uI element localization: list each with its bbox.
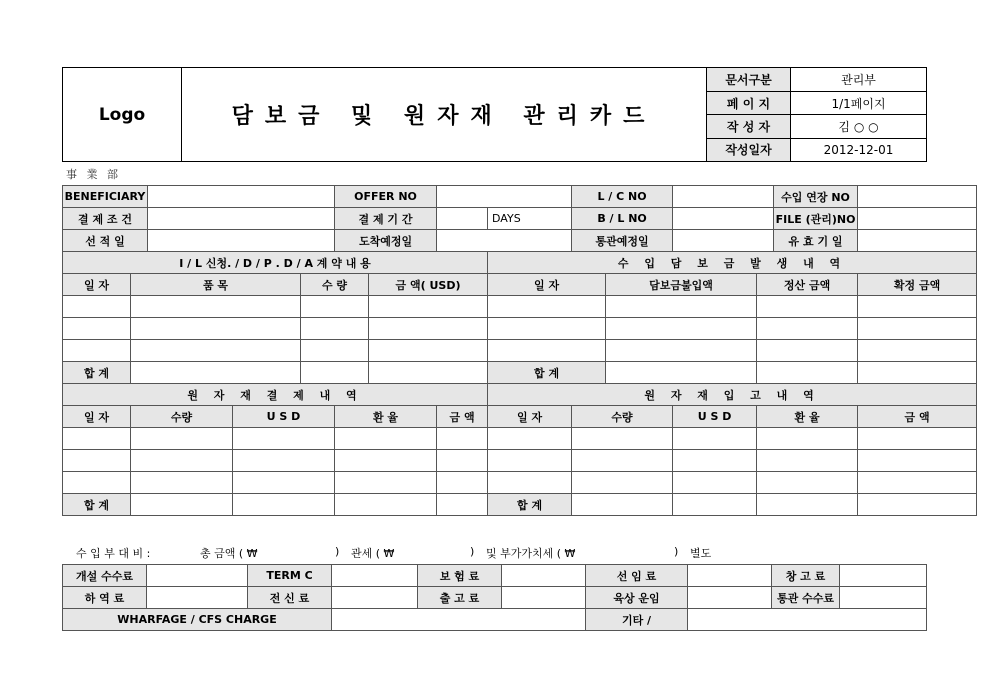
payment-col-date: 일 자 [63,406,131,428]
deposit-total-label: 합 계 [488,362,606,384]
meta-label-doc-type: 문서구분 [707,68,791,92]
field-customs-fee[interactable] [840,587,927,609]
receipt-col-rate: 환 율 [757,406,858,428]
table-cell[interactable] [233,450,335,472]
table-cell[interactable] [673,472,757,494]
days-unit: DAYS [488,208,572,230]
label-offer-no: OFFER NO [335,186,437,208]
deposit-col-settled: 정산 금액 [757,274,858,296]
label-freight: 선 임 료 [586,565,688,587]
label-valid-date: 유 효 기 일 [774,230,858,252]
table-cell[interactable] [131,340,301,362]
field-bl-no[interactable] [673,208,774,230]
label-shipping-date: 선 적 일 [63,230,148,252]
table-cell[interactable] [488,428,572,450]
table-cell[interactable] [301,296,369,318]
contract-total-label: 합 계 [63,362,131,384]
meta-value-doc-type[interactable]: 관리부 [791,68,927,92]
field-import-ext-no[interactable] [858,186,977,208]
department-label: 事 業 部 [66,168,121,181]
summary-separate: 별도 [690,547,712,560]
payment-col-amount: 금 액 [437,406,488,428]
table-cell[interactable] [63,318,131,340]
field-opening-fee[interactable] [147,565,248,587]
field-arrival-date[interactable] [437,230,572,252]
receipt-col-qty: 수량 [572,406,673,428]
deposit-col-paid: 담보금불입액 [606,274,757,296]
meta-label-author: 작 성 자 [707,115,791,138]
field-payment-terms[interactable] [148,208,335,230]
table-cell[interactable] [233,472,335,494]
page-title: 담보금 및 원자재 관리카드 [182,68,707,162]
field-land-transport[interactable] [688,587,772,609]
label-beneficiary: BENEFICIARY [63,186,148,208]
table-cell[interactable] [488,296,606,318]
logo: Logo [63,68,182,162]
summary-tariff: 관세 ( ₩ [351,547,395,560]
table-cell[interactable] [63,472,131,494]
payment-col-rate: 환 율 [335,406,437,428]
label-customs-date: 통관예정일 [572,230,673,252]
label-other: 기타 / [586,609,688,631]
label-bl-no: B / L NO [572,208,673,230]
field-valid-date[interactable] [858,230,977,252]
table-cell[interactable] [131,428,233,450]
payment-col-usd: U S D [233,406,335,428]
deposit-section-title: 수 입 담 보 금 발 생 내 역 [488,252,977,274]
table-row [63,450,977,472]
table-cell[interactable] [233,428,335,450]
table-row [63,318,977,340]
table-cell[interactable] [757,428,858,450]
field-shipping-date[interactable] [148,230,335,252]
table-cell[interactable] [301,318,369,340]
table-cell[interactable] [858,318,977,340]
table-cell[interactable] [131,296,301,318]
field-offer-no[interactable] [437,186,572,208]
contract-col-date: 일 자 [63,274,131,296]
receipt-col-date: 일 자 [488,406,572,428]
table-cell[interactable] [858,296,977,318]
field-unloading[interactable] [147,587,248,609]
table-cell[interactable] [673,494,757,516]
table-cell[interactable] [488,472,572,494]
table-cell[interactable] [757,340,858,362]
receipt-total-label: 합 계 [488,494,572,516]
table-cell[interactable] [488,318,606,340]
table-cell[interactable] [606,296,757,318]
label-delivery: 출 고 료 [418,587,502,609]
contract-section-title: I / L 신청. / D / P . D / A 계 약 내 용 [63,252,488,274]
label-lc-no: L / C NO [572,186,673,208]
contract-col-qty: 수 량 [301,274,369,296]
label-payment-terms: 결 제 조 건 [63,208,148,230]
table-cell[interactable] [335,472,437,494]
deposit-col-date: 일 자 [488,274,606,296]
table-cell[interactable] [858,362,977,384]
table-cell[interactable] [335,428,437,450]
table-cell[interactable] [63,296,131,318]
table-cell[interactable] [757,362,858,384]
table-cell[interactable] [572,472,673,494]
table-cell[interactable] [488,340,606,362]
payment-total-label: 합 계 [63,494,131,516]
field-delivery[interactable] [502,587,586,609]
label-telegram: 전 신 료 [248,587,332,609]
field-wharfage[interactable] [332,609,586,631]
field-insurance[interactable] [502,565,586,587]
table-cell[interactable] [437,450,488,472]
field-customs-date[interactable] [673,230,774,252]
table-cell[interactable] [437,472,488,494]
table-cell[interactable] [606,340,757,362]
table-cell[interactable] [131,472,233,494]
table-cell[interactable] [131,362,301,384]
table-cell[interactable] [301,362,369,384]
meta-value-page[interactable]: 1/1페이지 [791,92,927,115]
table-cell[interactable] [437,428,488,450]
table-cell[interactable] [301,340,369,362]
table-cell[interactable] [606,362,757,384]
table-cell[interactable] [437,494,488,516]
table-row [63,428,977,450]
raw-receipt-section-title: 원 자 재 입 고 내 역 [488,384,977,406]
table-cell[interactable] [131,450,233,472]
deposit-col-confirmed: 확정 금액 [858,274,977,296]
table-cell[interactable] [858,450,977,472]
table-cell[interactable] [233,494,335,516]
table-cell[interactable] [369,362,488,384]
costs-table [62,564,927,631]
table-cell[interactable] [757,318,858,340]
table-cell[interactable] [335,494,437,516]
field-payment-period[interactable] [437,208,488,230]
label-land-transport: 육상 운임 [586,587,688,609]
table-cell[interactable] [369,318,488,340]
label-wharfage: WHARFAGE / CFS CHARGE [63,609,332,631]
label-file-no: FILE (관리)NO [774,208,858,230]
label-insurance: 보 험 료 [418,565,502,587]
table-cell[interactable] [131,318,301,340]
main-grid [62,185,977,516]
raw-payment-section-title: 원 자 재 결 제 내 역 [63,384,488,406]
field-file-no[interactable] [858,208,977,230]
table-cell[interactable] [757,494,858,516]
meta-label-page: 페 이 지 [707,92,791,115]
table-cell[interactable] [63,428,131,450]
table-row [63,340,977,362]
meta-label-date: 작성일자 [707,138,791,161]
field-storage[interactable] [840,565,927,587]
table-cell[interactable] [131,494,233,516]
label-storage: 창 고 료 [772,565,840,587]
field-telegram[interactable] [332,587,418,609]
field-other[interactable] [688,609,927,631]
label-import-ext-no: 수입 연장 NO [774,186,858,208]
label-opening-fee: 개설 수수료 [63,565,147,587]
table-cell[interactable] [673,450,757,472]
label-arrival-date: 도착예정일 [335,230,437,252]
table-row [63,472,977,494]
header-table [62,67,927,162]
table-cell[interactable] [335,450,437,472]
table-cell[interactable] [488,450,572,472]
label-term-c: TERM C [248,565,332,587]
field-beneficiary[interactable] [148,186,335,208]
summary-total: 총 금액 ( ₩ [200,547,258,560]
receipt-col-amount: 금 액 [858,406,977,428]
payment-col-qty: 수량 [131,406,233,428]
table-cell[interactable] [673,428,757,450]
field-freight[interactable] [688,565,772,587]
table-cell[interactable] [858,472,977,494]
field-term-c[interactable] [332,565,418,587]
contract-col-item: 품 목 [131,274,301,296]
table-cell[interactable] [757,450,858,472]
table-cell[interactable] [63,450,131,472]
table-cell[interactable] [757,472,858,494]
table-cell[interactable] [369,340,488,362]
summary-vat: 및 부가가치세 ( ₩ [486,547,576,560]
table-row [63,296,977,318]
table-cell[interactable] [858,428,977,450]
summary-label: 수 입 부 대 비 : [76,547,151,560]
meta-value-author[interactable]: 김 ○ ○ [791,115,927,138]
contract-col-amount: 금 액( USD) [369,274,488,296]
label-unloading: 하 역 료 [63,587,147,609]
table-cell[interactable] [369,296,488,318]
table-cell[interactable] [858,494,977,516]
receipt-col-usd: U S D [673,406,757,428]
table-cell[interactable] [572,494,673,516]
table-cell[interactable] [572,450,673,472]
table-cell[interactable] [572,428,673,450]
label-customs-fee: 통관 수수료 [772,587,840,609]
label-payment-period: 결 제 기 간 [335,208,437,230]
meta-value-date[interactable]: 2012-12-01 [791,138,927,161]
table-cell[interactable] [63,340,131,362]
field-lc-no[interactable] [673,186,774,208]
table-cell[interactable] [757,296,858,318]
table-cell[interactable] [858,340,977,362]
table-cell[interactable] [606,318,757,340]
